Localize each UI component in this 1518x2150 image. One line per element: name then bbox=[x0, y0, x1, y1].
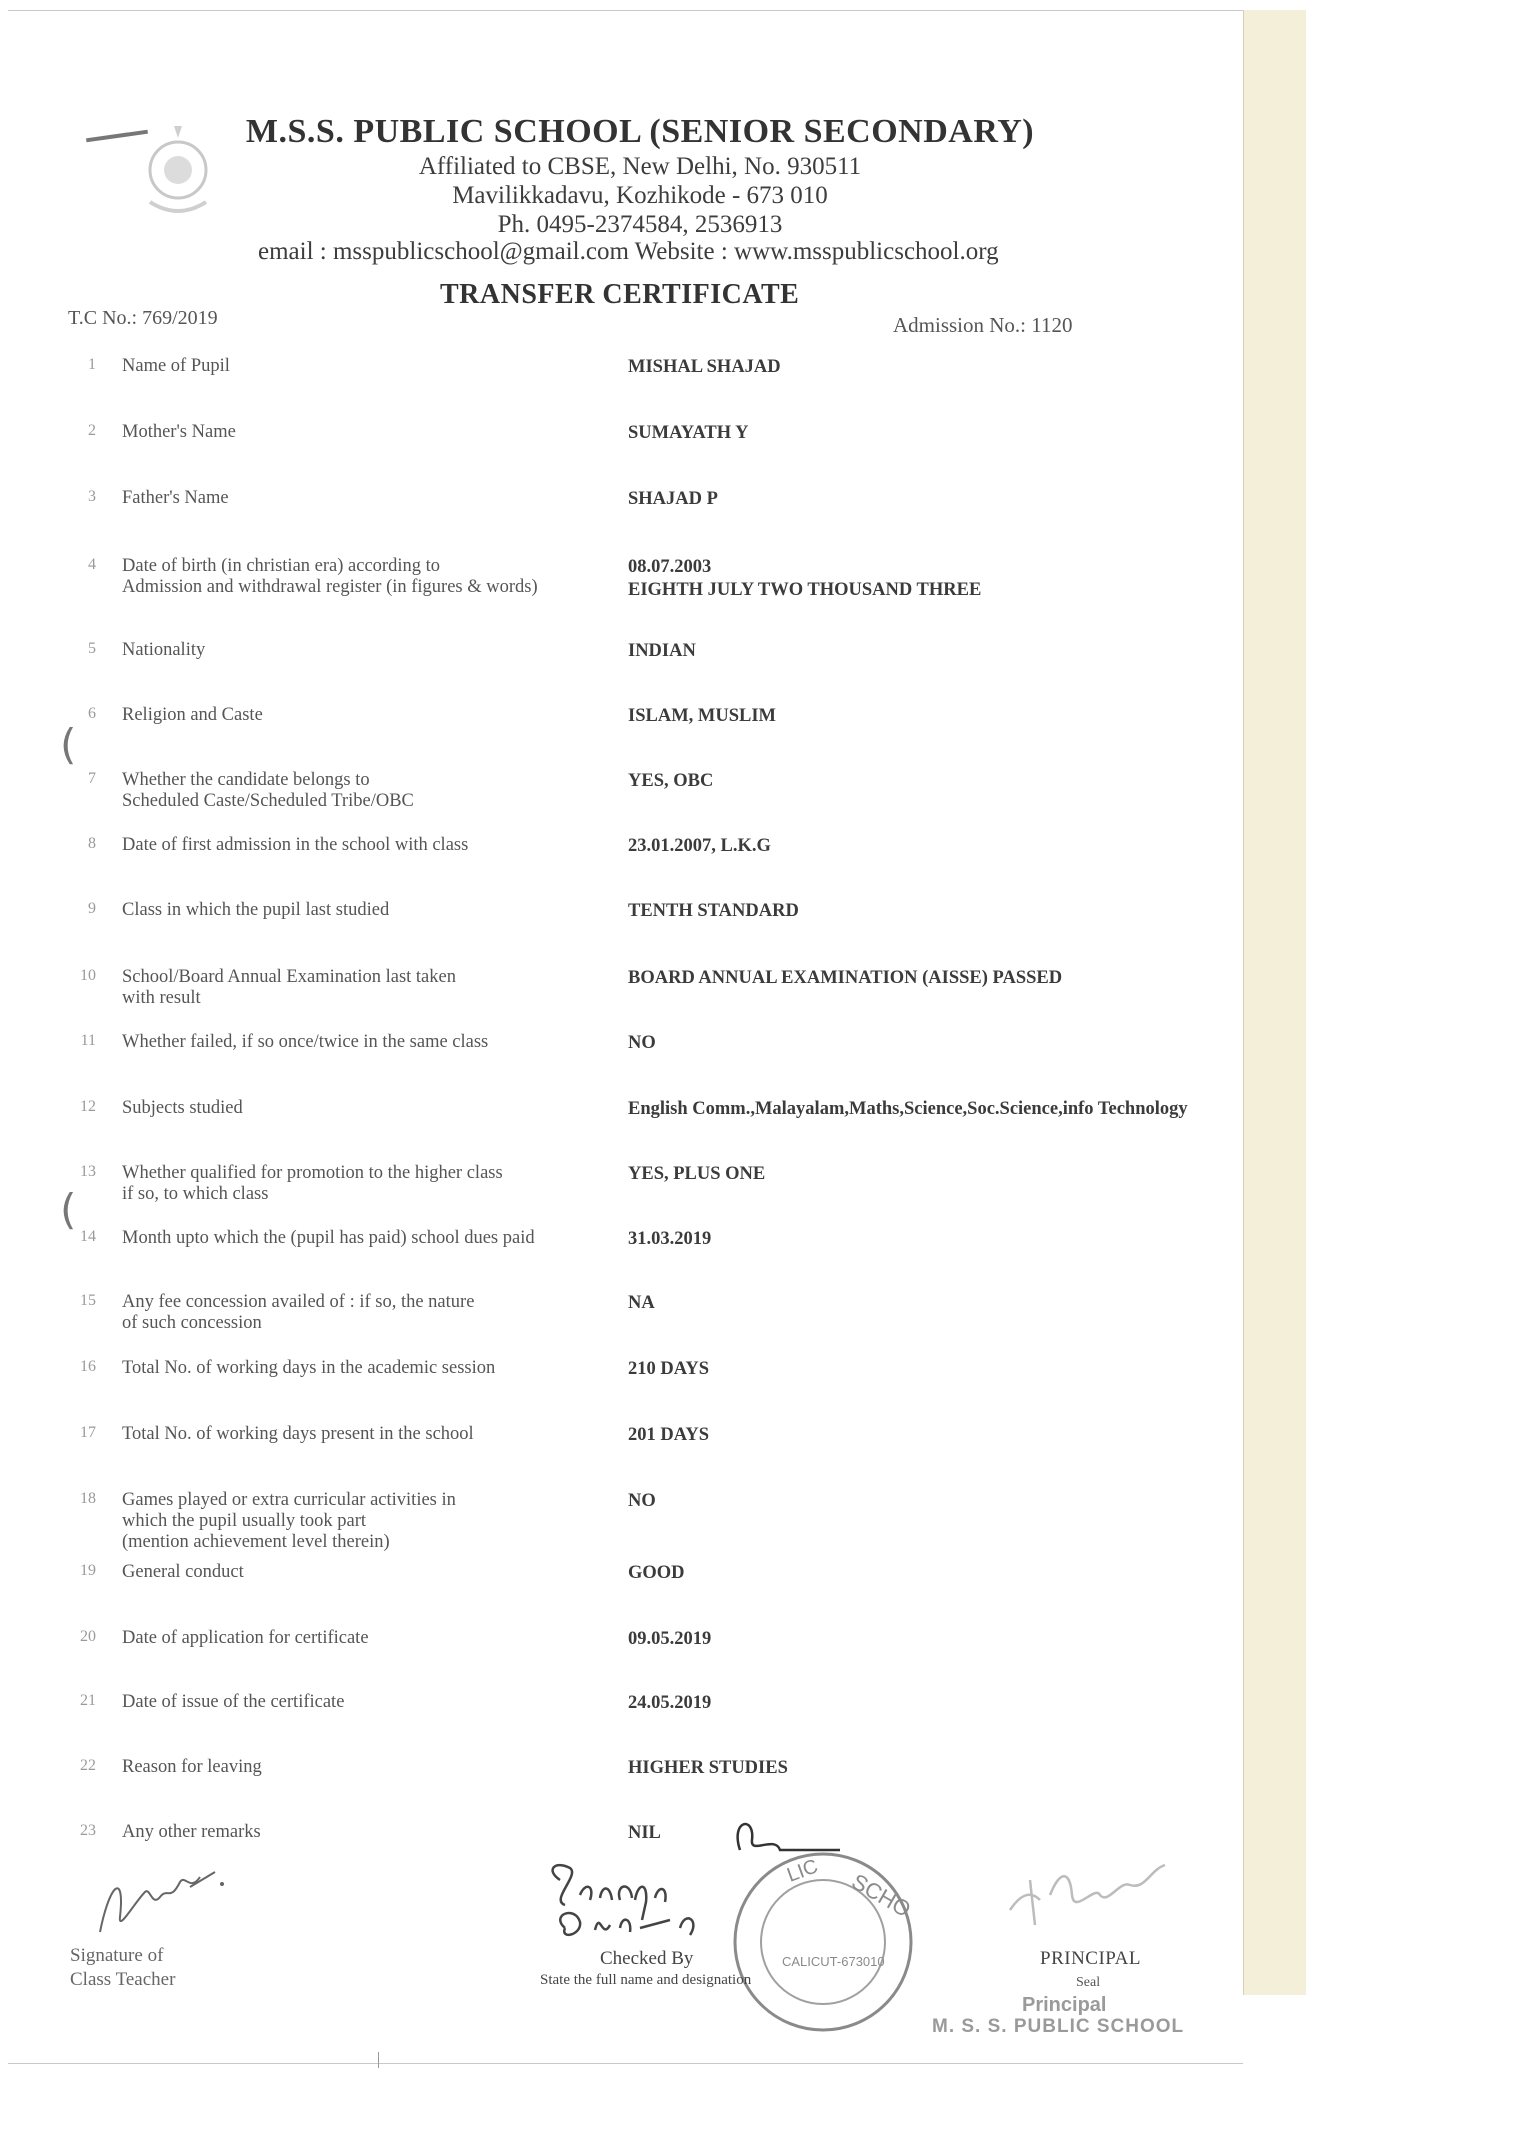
row-label bbox=[122, 705, 602, 726]
row-label-line: General conduct bbox=[122, 1562, 244, 1582]
row-value bbox=[628, 1032, 1268, 1055]
row-number: 4 bbox=[88, 556, 96, 573]
row-value bbox=[628, 356, 1268, 379]
row-value-line: NO bbox=[628, 1491, 656, 1511]
row-value-line: 201 DAYS bbox=[628, 1425, 710, 1445]
row-label-line: which the pupil usually took part bbox=[122, 1511, 367, 1531]
page-top-edge bbox=[8, 10, 1243, 11]
row-label-line: Any other remarks bbox=[122, 1822, 261, 1842]
row-value bbox=[628, 640, 1268, 663]
row-label-line: of such concession bbox=[122, 1313, 262, 1333]
row-label-line: Name of Pupil bbox=[122, 356, 230, 376]
row-label-line: Admission and withdrawal register (in figures & words) bbox=[122, 577, 538, 597]
row-label bbox=[122, 835, 602, 856]
row-value-line: 08.07.2003 bbox=[628, 557, 712, 577]
row-value-line: ISLAM, MUSLIM bbox=[628, 706, 777, 726]
row-label bbox=[122, 488, 602, 509]
row-label-line: Date of application for certificate bbox=[122, 1628, 369, 1648]
punch-hole-mark: ( bbox=[60, 1185, 77, 1234]
row-label-line: Date of first admission in the school with class bbox=[122, 835, 469, 855]
row-label bbox=[122, 422, 602, 443]
svg-text:LIC: LIC bbox=[784, 1855, 821, 1887]
row-value bbox=[628, 1562, 1268, 1585]
row-value-line: EIGHTH JULY TWO THOUSAND THREE bbox=[628, 580, 982, 600]
row-value bbox=[628, 1098, 1268, 1121]
row-number: 17 bbox=[80, 1424, 96, 1441]
row-label bbox=[122, 1032, 602, 1053]
row-number: 23 bbox=[80, 1822, 96, 1839]
class-teacher-label bbox=[70, 1944, 175, 1992]
row-number: 6 bbox=[88, 705, 96, 722]
row-number: 5 bbox=[88, 640, 96, 657]
row-value-line: MISHAL SHAJAD bbox=[628, 357, 781, 377]
principal-signature bbox=[1000, 1840, 1200, 1940]
row-label bbox=[122, 1628, 602, 1649]
punch-hole-mark: ( bbox=[60, 720, 77, 769]
row-number: 21 bbox=[80, 1692, 96, 1709]
row-value bbox=[628, 705, 1268, 728]
row-label-line: with result bbox=[122, 988, 201, 1008]
row-label bbox=[122, 900, 602, 921]
row-value-line: 24.05.2019 bbox=[628, 1693, 712, 1713]
row-label-line: Date of birth (in christian era) according to bbox=[122, 556, 440, 576]
row-value-line: YES, PLUS ONE bbox=[628, 1164, 766, 1184]
row-label-line: Subjects studied bbox=[122, 1098, 243, 1118]
row-number: 2 bbox=[88, 422, 96, 439]
affiliation-line: Affiliated to CBSE, New Delhi, No. 930511 bbox=[418, 153, 862, 180]
row-label-line: if so, to which class bbox=[122, 1184, 269, 1204]
row-value-line: HIGHER STUDIES bbox=[628, 1758, 788, 1778]
row-label bbox=[122, 1562, 602, 1583]
svg-text:SCHO: SCHO bbox=[847, 1868, 916, 1923]
class-teacher-label-line1: Signature of bbox=[70, 1945, 164, 1966]
svg-text:CALICUT-673010: CALICUT-673010 bbox=[782, 1954, 885, 1969]
row-label bbox=[122, 1822, 602, 1843]
row-value bbox=[628, 556, 1268, 602]
row-value bbox=[628, 835, 1268, 858]
row-value bbox=[628, 422, 1268, 445]
row-label bbox=[122, 1490, 602, 1553]
principal-stamp-school: M. S. S. PUBLIC SCHOOL bbox=[932, 2016, 1185, 2037]
row-number: 1 bbox=[88, 356, 96, 373]
row-value bbox=[628, 1228, 1268, 1251]
row-value bbox=[628, 770, 1268, 793]
row-value-line: YES, OBC bbox=[628, 771, 714, 791]
row-label bbox=[122, 356, 602, 377]
row-number: 7 bbox=[88, 770, 96, 787]
row-label-line: Total No. of working days in the academic session bbox=[122, 1358, 496, 1378]
row-value bbox=[628, 900, 1268, 923]
row-label bbox=[122, 1292, 602, 1334]
row-value-line: 31.03.2019 bbox=[628, 1229, 712, 1249]
row-label-line: Whether the candidate belongs to bbox=[122, 770, 370, 790]
row-label-line: Games played or extra curricular activities in bbox=[122, 1490, 456, 1510]
certificate-title: TRANSFER CERTIFICATE bbox=[440, 279, 800, 310]
row-number: 22 bbox=[80, 1757, 96, 1774]
row-value-line: BOARD ANNUAL EXAMINATION (AISSE) PASSED bbox=[628, 968, 1063, 988]
seal-label: Seal bbox=[1076, 1975, 1101, 1990]
row-label-line: School/Board Annual Examination last taken bbox=[122, 967, 456, 987]
row-label bbox=[122, 1692, 602, 1713]
row-value-line: 09.05.2019 bbox=[628, 1629, 712, 1649]
admission-number: Admission No.: 1120 bbox=[893, 313, 1073, 337]
row-value-line: SUMAYATH Y bbox=[628, 423, 749, 443]
row-value-line: 210 DAYS bbox=[628, 1359, 710, 1379]
row-value bbox=[628, 1628, 1268, 1651]
contact-line: email : msspublicschool@gmail.com Website : www.msspublicschool.org bbox=[258, 238, 999, 265]
row-value bbox=[628, 967, 1268, 990]
row-number: 12 bbox=[80, 1098, 96, 1115]
phone-line: Ph. 0495-2374584, 2536913 bbox=[497, 211, 783, 238]
class-teacher-signature bbox=[90, 1862, 230, 1942]
address-line: Mavilikkadavu, Kozhikode - 673 010 bbox=[452, 182, 828, 209]
row-value-line: NIL bbox=[628, 1823, 661, 1843]
row-label-line: Month upto which the (pupil has paid) school dues paid bbox=[122, 1228, 535, 1248]
row-value-line: GOOD bbox=[628, 1563, 685, 1583]
row-label-line: Whether qualified for promotion to the higher class bbox=[122, 1163, 503, 1183]
row-label bbox=[122, 1424, 602, 1445]
row-label bbox=[122, 1163, 602, 1205]
row-label-line: Mother's Name bbox=[122, 422, 236, 442]
row-value bbox=[628, 1292, 1268, 1315]
row-number: 15 bbox=[80, 1292, 96, 1309]
row-number: 16 bbox=[80, 1358, 96, 1375]
row-value-line: NO bbox=[628, 1033, 656, 1053]
row-label-line: Nationality bbox=[122, 640, 206, 660]
row-label-line: (mention achievement level therein) bbox=[122, 1532, 390, 1552]
class-teacher-label-line2: Class Teacher bbox=[70, 1969, 176, 1990]
row-value-line: INDIAN bbox=[628, 641, 696, 661]
row-label bbox=[122, 640, 602, 661]
row-value bbox=[628, 1358, 1268, 1381]
row-label bbox=[122, 556, 602, 598]
row-number: 13 bbox=[80, 1163, 96, 1180]
row-number: 11 bbox=[80, 1032, 96, 1049]
row-label bbox=[122, 1098, 602, 1119]
row-value bbox=[628, 1424, 1268, 1447]
row-value bbox=[628, 488, 1268, 511]
row-label bbox=[122, 770, 602, 812]
school-logo-icon bbox=[120, 120, 230, 230]
fold-mark bbox=[378, 2052, 379, 2068]
row-number: 19 bbox=[80, 1562, 96, 1579]
row-number: 8 bbox=[88, 835, 96, 852]
row-label-line: Whether failed, if so once/twice in the same class bbox=[122, 1032, 489, 1052]
row-number: 10 bbox=[80, 967, 96, 984]
row-label bbox=[122, 1358, 602, 1379]
principal-label: PRINCIPAL bbox=[1040, 1948, 1141, 1969]
row-label-line: Reason for leaving bbox=[122, 1757, 262, 1777]
row-label bbox=[122, 967, 602, 1009]
row-number: 20 bbox=[80, 1628, 96, 1645]
office-supdt-signature bbox=[540, 1810, 860, 1960]
row-label bbox=[122, 1757, 602, 1778]
page-bottom-edge bbox=[8, 2063, 1243, 2064]
row-value-line: TENTH STANDARD bbox=[628, 901, 799, 921]
principal-stamp-title: Principal bbox=[1022, 1994, 1107, 2016]
letterhead bbox=[240, 112, 1040, 239]
row-value bbox=[628, 1163, 1268, 1186]
row-label-line: Scheduled Caste/Scheduled Tribe/OBC bbox=[122, 791, 414, 811]
row-value-line: SHAJAD P bbox=[628, 489, 718, 509]
checked-by-label: Checked By bbox=[600, 1948, 694, 1969]
row-label-line: Class in which the pupil last studied bbox=[122, 900, 390, 920]
school-name: M.S.S. PUBLIC SCHOOL (SENIOR SECONDARY) bbox=[245, 113, 1035, 150]
row-number: 9 bbox=[88, 900, 96, 917]
row-label-line: Date of issue of the certificate bbox=[122, 1692, 345, 1712]
row-value bbox=[628, 1692, 1268, 1715]
state-name-designation-label: State the full name and designation bbox=[540, 1972, 752, 1988]
row-value-line: 23.01.2007, L.K.G bbox=[628, 836, 771, 856]
row-value bbox=[628, 1757, 1268, 1780]
row-value bbox=[628, 1490, 1268, 1513]
row-label-line: Religion and Caste bbox=[122, 705, 263, 725]
row-label-line: Any fee concession availed of : if so, the nature bbox=[122, 1292, 475, 1312]
row-value-line: NA bbox=[628, 1293, 655, 1313]
row-label bbox=[122, 1228, 602, 1249]
row-value-line: English Comm.,Malayalam,Maths,Science,Soc.Science,info Technology bbox=[628, 1099, 1188, 1119]
tc-number: T.C No.: 769/2019 bbox=[68, 307, 218, 329]
row-number: 3 bbox=[88, 488, 96, 505]
row-number: 18 bbox=[80, 1490, 96, 1507]
row-number: 14 bbox=[80, 1228, 96, 1245]
row-label-line: Father's Name bbox=[122, 488, 229, 508]
row-label-line: Total No. of working days present in the school bbox=[122, 1424, 474, 1444]
